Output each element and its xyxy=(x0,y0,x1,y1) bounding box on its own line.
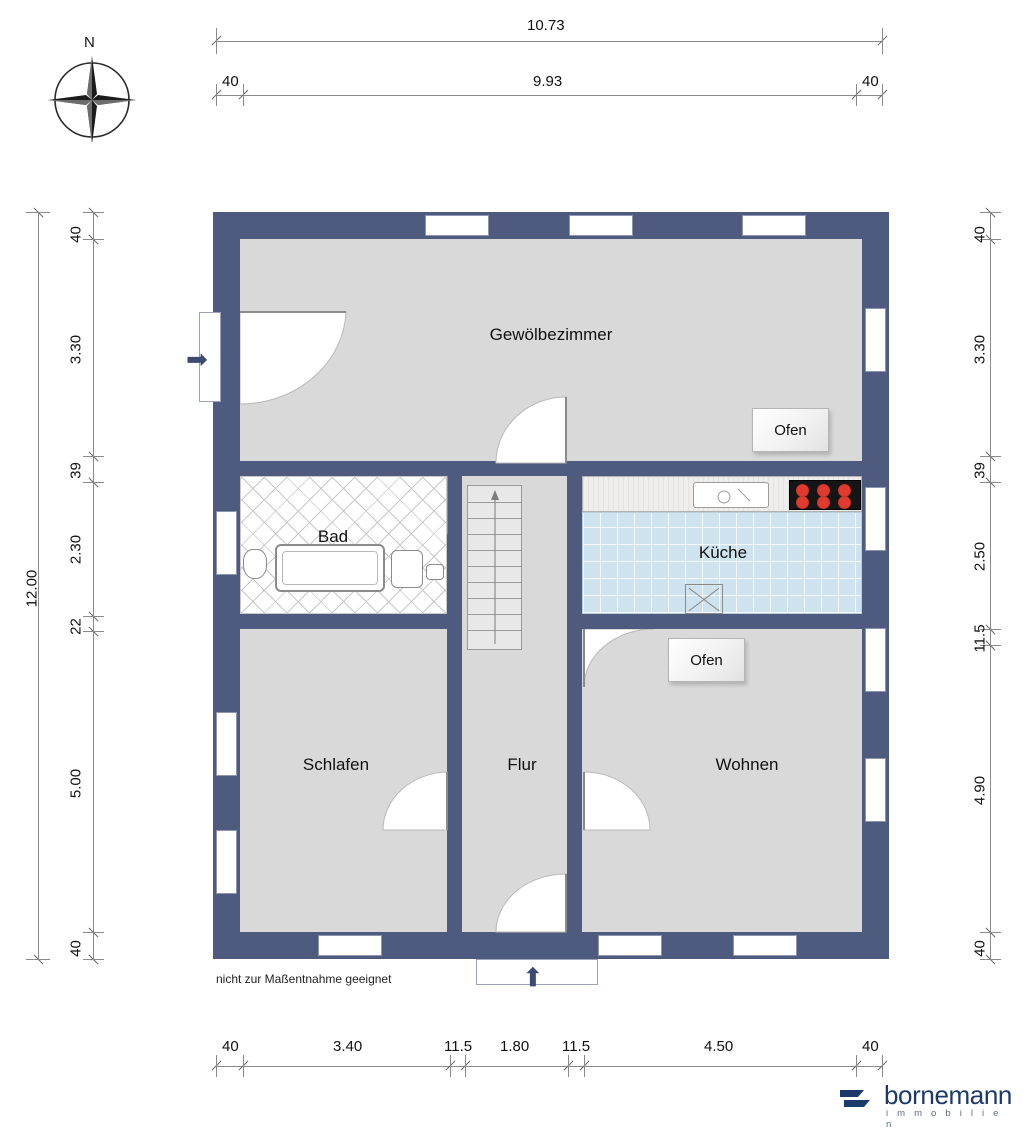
room-label-bad: Bad xyxy=(317,527,349,546)
dim-left-39: 39 xyxy=(67,462,85,479)
window-top-2 xyxy=(569,215,633,236)
window-left-1 xyxy=(216,511,237,575)
window-right-2 xyxy=(865,487,886,551)
dim-bottom-11-5-right: 11.5 xyxy=(562,1038,591,1055)
ofen-gewoelbezimmer-label: Ofen xyxy=(774,421,807,439)
dim-tick-h xyxy=(83,456,104,457)
door-swing-entrance-bottom xyxy=(494,872,568,934)
dim-line-top-inner xyxy=(216,95,883,96)
dim-bottom-1-80: 1.80 xyxy=(500,1038,530,1055)
staircase xyxy=(467,485,522,650)
kitchen-sink xyxy=(693,482,769,508)
wall-interior-kitchen-bottom xyxy=(582,614,862,629)
dim-right-11-5: 11.5 xyxy=(971,624,989,653)
dim-tick-v xyxy=(882,84,883,106)
company-logo xyxy=(838,1080,1012,1130)
dim-left-3-30: 3.30 xyxy=(67,334,85,365)
dim-tick-h xyxy=(26,959,50,960)
room-label-gewoelbezimmer: Gewölbezimmer xyxy=(489,325,613,344)
dim-right-4-90: 4.90 xyxy=(971,775,989,806)
compass-north-label: N xyxy=(84,34,95,51)
dim-tick-v xyxy=(882,28,883,54)
dim-line-top-outer xyxy=(216,41,883,42)
dim-tick-v xyxy=(568,1055,569,1077)
door-swing-schlafen xyxy=(381,770,451,832)
dim-tick-v xyxy=(243,84,244,106)
floorplan-drawing xyxy=(186,212,889,988)
dim-tick-v xyxy=(450,1055,451,1077)
entrance-arrow-left-icon: ➡ xyxy=(186,344,208,374)
window-right-3 xyxy=(865,628,886,692)
logo-tagline: i m m o b i l i e n xyxy=(886,1108,1002,1130)
dim-tick-v xyxy=(465,1055,466,1077)
dim-right-3-30: 3.30 xyxy=(971,334,989,365)
dim-top-inner-right-40: 40 xyxy=(862,73,879,90)
dim-tick-h xyxy=(83,932,104,933)
door-swing-flur-top xyxy=(494,395,568,465)
entrance-arrow-bottom-icon: ➡ xyxy=(516,966,547,988)
dim-tick-v xyxy=(216,1055,217,1077)
ofen-wohnen xyxy=(668,638,745,682)
kitchen-hob xyxy=(789,480,861,510)
dim-tick-h xyxy=(83,239,104,240)
logo-name: bornemann xyxy=(884,1080,1012,1110)
dim-bottom-4-50: 4.50 xyxy=(704,1038,734,1055)
dim-tick-h xyxy=(83,959,104,960)
kitchen-appliance xyxy=(685,584,723,614)
toilet xyxy=(243,549,267,579)
dim-top-outer-10-73: 10.73 xyxy=(527,17,565,34)
wall-interior-bath-bottom xyxy=(240,614,462,629)
compass-icon xyxy=(40,32,148,142)
window-bottom-2 xyxy=(598,935,662,956)
window-right-1 xyxy=(865,308,886,372)
dim-tick-v xyxy=(216,28,217,54)
bath-small-fixture xyxy=(426,564,444,580)
dim-tick-h xyxy=(26,212,50,213)
dim-tick-h xyxy=(83,631,104,632)
dim-line-bottom xyxy=(216,1066,883,1067)
room-label-schlafen: Schlafen xyxy=(302,755,370,774)
dim-right-2-50: 2.50 xyxy=(971,541,989,572)
door-swing-wohnen-bottom xyxy=(582,770,652,832)
dim-bottom-40-left: 40 xyxy=(222,1038,239,1055)
room-label-wohnen: Wohnen xyxy=(715,755,779,774)
dim-tick-v xyxy=(856,84,857,106)
dim-left-5-00: 5.00 xyxy=(67,768,85,799)
washbasin xyxy=(391,550,423,588)
ofen-gewoelbezimmer xyxy=(752,408,829,452)
window-bottom-3 xyxy=(733,935,797,956)
dim-left-40-bottom: 40 xyxy=(67,940,85,957)
dim-left-22: 22 xyxy=(67,618,85,635)
window-top-3 xyxy=(742,215,806,236)
dim-left-outer-12-00: 12.00 xyxy=(23,569,41,608)
window-left-2 xyxy=(216,712,237,776)
window-left-3 xyxy=(216,830,237,894)
door-swing-entrance-left xyxy=(240,308,356,408)
dim-right-40-bottom: 40 xyxy=(971,940,989,957)
dim-line-left-inner xyxy=(93,212,94,960)
room-label-flur: Flur xyxy=(507,755,537,774)
dim-bottom-3-40: 3.40 xyxy=(333,1038,363,1055)
dim-tick-v xyxy=(882,1055,883,1077)
ofen-wohnen-label: Ofen xyxy=(690,651,723,669)
window-bottom-1 xyxy=(318,935,382,956)
dim-bottom-11-5-left: 11.5 xyxy=(444,1038,473,1055)
dim-top-inner-left-40: 40 xyxy=(222,73,239,90)
dim-bottom-40-right: 40 xyxy=(862,1038,879,1055)
dim-top-inner-9-93: 9.93 xyxy=(533,73,563,90)
dim-left-2-30: 2.30 xyxy=(67,534,85,565)
room-label-kueche: Küche xyxy=(698,543,748,562)
dim-line-right-inner xyxy=(990,212,991,960)
dim-tick-v xyxy=(856,1055,857,1077)
dim-right-39: 39 xyxy=(971,462,989,479)
compass-rose xyxy=(40,32,148,142)
dim-tick-h xyxy=(83,482,104,483)
dim-tick-v xyxy=(216,84,217,106)
window-top-1 xyxy=(425,215,489,236)
dim-tick-v xyxy=(584,1055,585,1077)
dim-tick-v xyxy=(243,1055,244,1077)
dim-tick-h xyxy=(83,616,104,617)
dim-right-40-top: 40 xyxy=(971,226,989,243)
dim-left-40-top: 40 xyxy=(67,226,85,243)
window-right-4 xyxy=(865,758,886,822)
bathtub xyxy=(275,544,385,592)
wall-interior-vertical-right xyxy=(567,461,582,932)
disclaimer-note: nicht zur Maßentnahme geeignet xyxy=(216,972,392,986)
dim-tick-h xyxy=(83,212,104,213)
door-swing-wohnen-top xyxy=(582,629,656,691)
logo-mark-icon xyxy=(838,1082,878,1114)
